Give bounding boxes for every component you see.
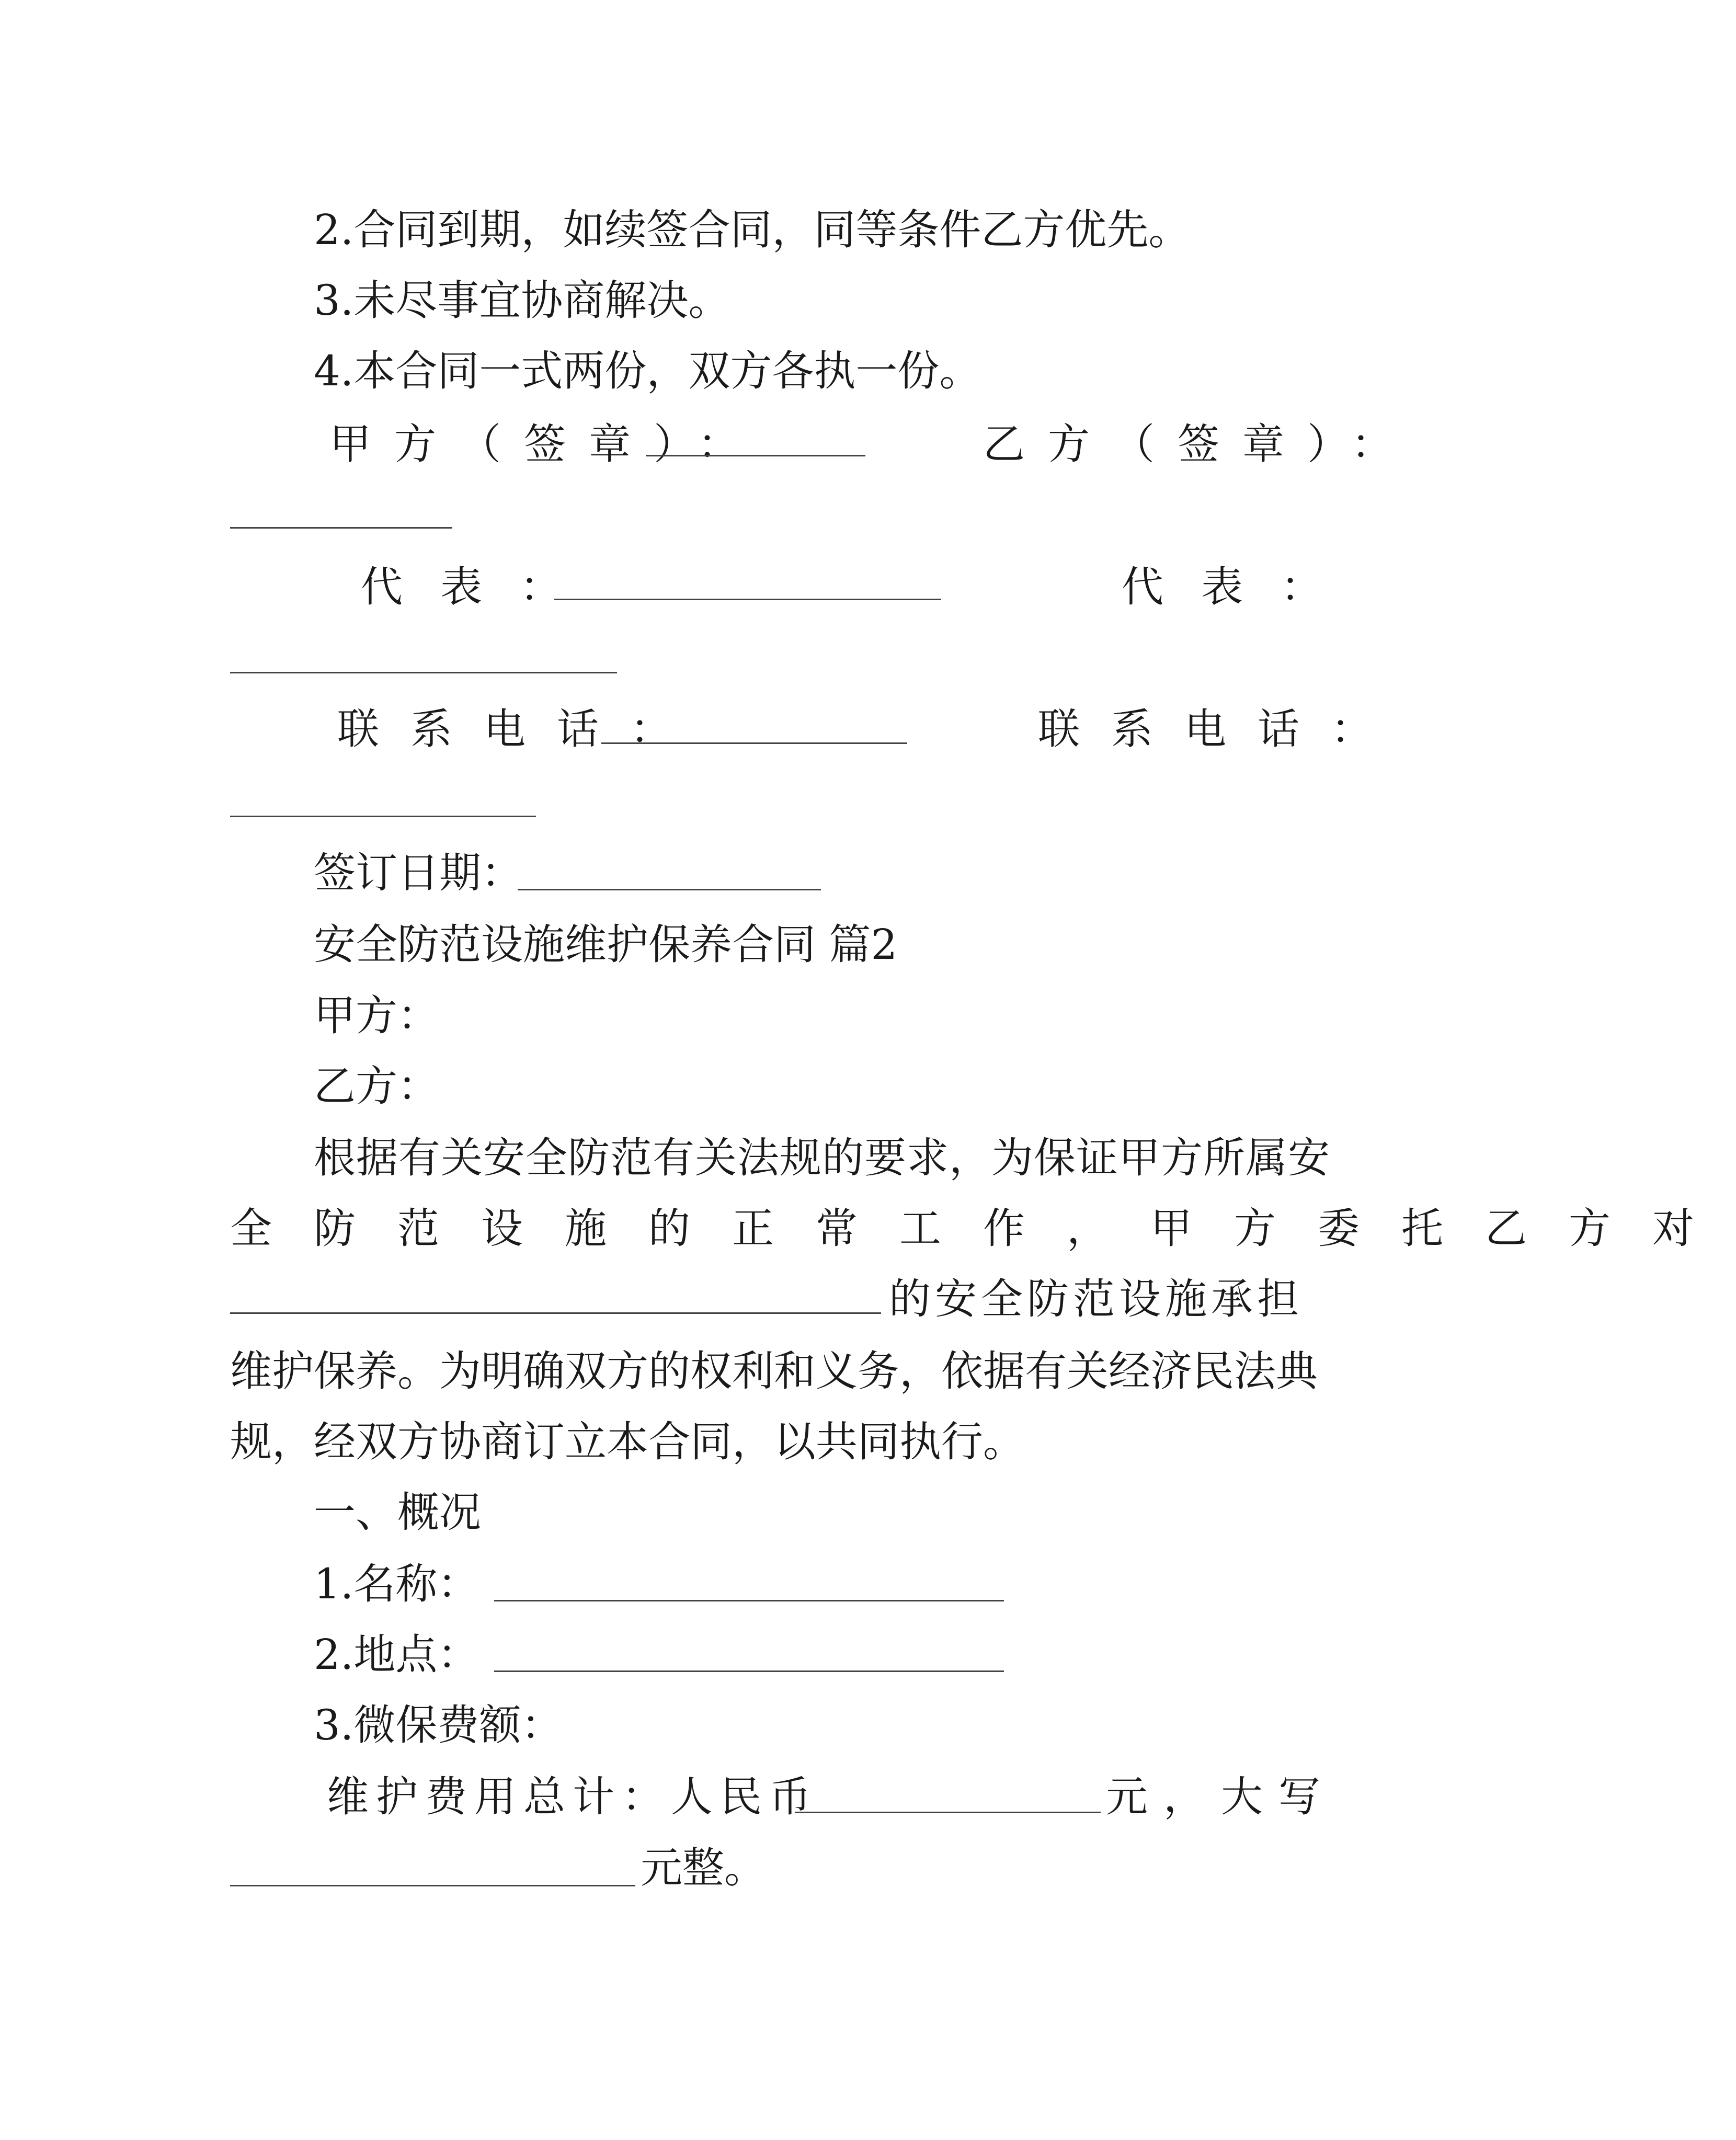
para-line-5: 规，经双方协商订立本合同，以共同执行。 xyxy=(230,1417,1025,1466)
fee-upper-suffix: 元整。 xyxy=(641,1844,766,1892)
clause-3: 3.未尽事宜协商解决。 xyxy=(314,276,730,325)
item-name-label: 1.名称： xyxy=(314,1560,479,1608)
item-name-blank xyxy=(494,1600,1004,1601)
sign-date-label: 签订日期： xyxy=(314,849,523,897)
contract2-party-b: 乙方： xyxy=(314,1062,439,1111)
party-a-seal-label: 甲方（签章）： xyxy=(329,420,762,468)
para-line-2: 全防范设施的正常工作，甲方委托乙方对 xyxy=(230,1204,1736,1253)
para-line-3: 的安全防范设施承担 xyxy=(889,1275,1303,1323)
rep-a-label: 代表： xyxy=(361,563,599,611)
party-a-seal-blank xyxy=(646,455,865,456)
item-location-label: 2.地点： xyxy=(314,1630,479,1679)
fee-total-suffix: 元，大写 xyxy=(1106,1772,1336,1821)
fee-total-blank xyxy=(795,1812,1101,1813)
para-line-4: 维护保养。为明确双方的权利和义务，依据有关经济民法典 xyxy=(230,1347,1318,1395)
entrusted-object-blank xyxy=(230,1312,881,1314)
clause-2: 2.合同到期，如续签合同，同等条件乙方优先。 xyxy=(314,205,1191,254)
clause-4: 4.本合同一式两份，双方各执一份。 xyxy=(314,347,981,395)
sign-date-blank xyxy=(518,889,821,890)
para-line-1: 根据有关安全防范有关法规的要求，为保证甲方所属安 xyxy=(314,1134,1330,1182)
phone-a-blank xyxy=(601,742,907,744)
phone-b-label: 联系电话： xyxy=(1038,705,1404,753)
fee-upper-blank xyxy=(230,1885,635,1886)
section1-title: 一、概况 xyxy=(314,1488,481,1537)
rep-b-blank xyxy=(230,672,617,673)
party-b-seal-label: 乙方（签章）： xyxy=(983,420,1416,468)
contract2-title: 安全防范设施维护保养合同 篇2 xyxy=(314,920,898,969)
phone-b-blank xyxy=(230,816,536,817)
contract2-party-a: 甲方： xyxy=(314,991,439,1040)
phone-a-label: 联系电话： xyxy=(337,705,703,753)
rep-b-label: 代表： xyxy=(1122,563,1360,611)
fee-total-prefix: 维护费用总计：人民币 xyxy=(327,1772,818,1821)
item-fee-label: 3.微保费额： xyxy=(314,1701,563,1749)
rep-a-blank xyxy=(554,599,941,600)
item-location-blank xyxy=(494,1670,1004,1672)
party-b-seal-blank xyxy=(230,527,452,529)
